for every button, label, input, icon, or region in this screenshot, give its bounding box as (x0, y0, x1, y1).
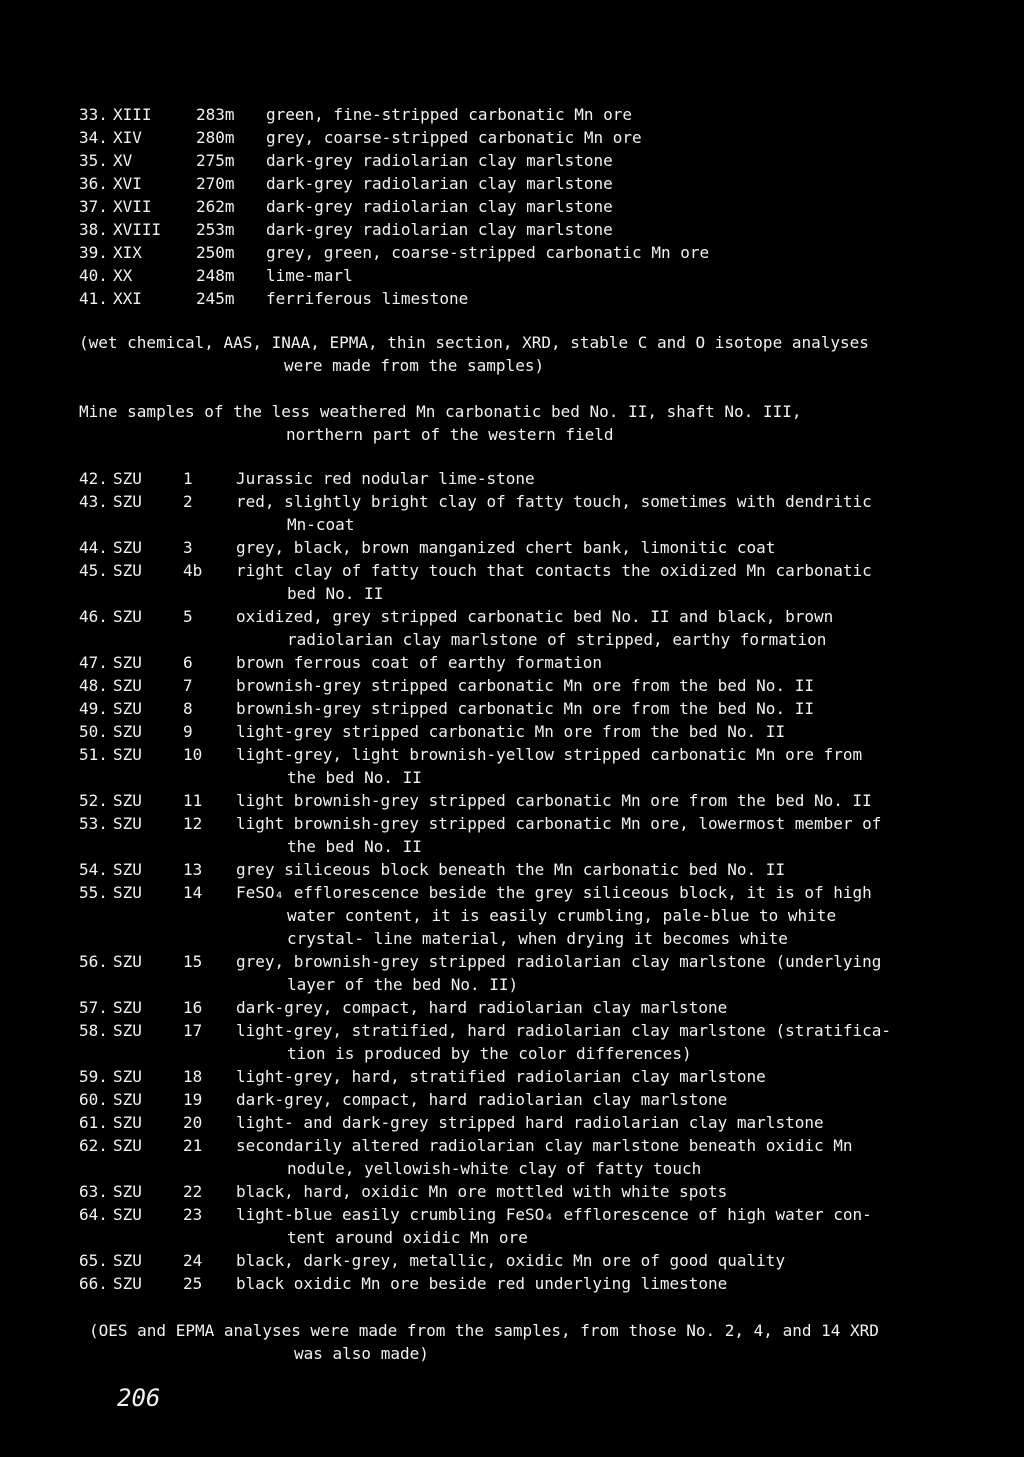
entry-description: FeSO₄ efflorescence beside the grey siliceous block, it is of high (236, 883, 872, 902)
entry-code: SZU (113, 860, 142, 879)
sample-id: 14 (183, 883, 203, 902)
entry-depth: 283m (196, 105, 235, 124)
entry-description: light- and dark-grey stripped hard radiolarian clay marlstone (236, 1113, 824, 1132)
sample-id: 1 (183, 469, 193, 488)
entry-number: 40. (79, 266, 108, 285)
entry-code: XVI (113, 174, 142, 193)
entry-number: 54. (79, 860, 108, 879)
entry-number: 52. (79, 791, 108, 810)
entry-depth: 275m (196, 151, 235, 170)
entry-number: 50. (79, 722, 108, 741)
entry-code: SZU (113, 998, 142, 1017)
entry-number: 47. (79, 653, 108, 672)
entry-code: SZU (113, 469, 142, 488)
entry-description: lime-marl (266, 266, 353, 285)
sample-id: 25 (183, 1274, 203, 1293)
entry-code: SZU (113, 1182, 142, 1201)
sample-id: 10 (183, 745, 203, 764)
entry-description: light brownish-grey stripped carbonatic Mn ore from the bed No. II (236, 791, 872, 810)
entry-number: 48. (79, 676, 108, 695)
entry-number: 65. (79, 1251, 108, 1270)
entry-code: SZU (113, 1021, 142, 1040)
entry-description: ferriferous limestone (266, 289, 469, 308)
sample-id: 7 (183, 676, 193, 695)
sample-id: 9 (183, 722, 193, 741)
entry-description: grey siliceous block beneath the Mn carbonatic bed No. II (236, 860, 786, 879)
sample-id: 17 (183, 1021, 203, 1040)
entry-description-continuation: the bed No. II (287, 768, 422, 787)
entry-description: light-grey, hard, stratified radiolarian clay marlstone (236, 1067, 766, 1086)
entry-description-continuation: radiolarian clay marlstone of stripped, earthy formation (287, 630, 827, 649)
sample-id: 22 (183, 1182, 203, 1201)
sample-id: 11 (183, 791, 203, 810)
entry-depth: 250m (196, 243, 235, 262)
entry-number: 44. (79, 538, 108, 557)
entry-depth: 245m (196, 289, 235, 308)
entry-number: 35. (79, 151, 108, 170)
entry-number: 43. (79, 492, 108, 511)
entry-code: SZU (113, 676, 142, 695)
entry-code: XXI (113, 289, 142, 308)
entry-number: 63. (79, 1182, 108, 1201)
entry-depth: 280m (196, 128, 235, 147)
analysis-note-2-line-1: (OES and EPMA analyses were made from the samples, from those No. 2, 4, and 14 XRD (89, 1321, 879, 1340)
sample-id: 19 (183, 1090, 203, 1109)
entry-description-continuation: nodule, yellowish-white clay of fatty touch (287, 1159, 702, 1178)
analysis-note-1-line-2: were made from the samples) (284, 356, 545, 375)
entry-number: 53. (79, 814, 108, 833)
entry-code: SZU (113, 883, 142, 902)
entry-description-continuation: bed No. II (287, 584, 384, 603)
entry-depth: 262m (196, 197, 235, 216)
entry-code: SZU (113, 653, 142, 672)
entry-description-continuation: water content, it is easily crumbling, pale-blue to white (287, 906, 837, 925)
entry-code: SZU (113, 952, 142, 971)
entry-code: SZU (113, 1113, 142, 1132)
entry-number: 51. (79, 745, 108, 764)
entry-number: 41. (79, 289, 108, 308)
entry-number: 59. (79, 1067, 108, 1086)
entry-description: right clay of fatty touch that contacts the oxidized Mn carbonatic (236, 561, 872, 580)
entry-code: SZU (113, 699, 142, 718)
entry-description: light-grey stripped carbonatic Mn ore from the bed No. II (236, 722, 786, 741)
entry-description: dark-grey radiolarian clay marlstone (266, 197, 613, 216)
entry-description-continuation: tion is produced by the color differences) (287, 1044, 692, 1063)
entry-code: SZU (113, 814, 142, 833)
sample-id: 5 (183, 607, 193, 626)
entry-number: 61. (79, 1113, 108, 1132)
analysis-note-1-line-1: (wet chemical, AAS, INAA, EPMA, thin section, XRD, stable C and O isotope analyses (79, 333, 869, 352)
sample-id: 13 (183, 860, 203, 879)
entry-number: 46. (79, 607, 108, 626)
section-heading-line-1: Mine samples of the less weathered Mn carbonatic bed No. II, shaft No. III, (79, 402, 802, 421)
entry-description-continuation: layer of the bed No. II) (287, 975, 519, 994)
entry-code: SZU (113, 492, 142, 511)
sample-id: 21 (183, 1136, 203, 1155)
sample-id: 15 (183, 952, 203, 971)
entry-number: 49. (79, 699, 108, 718)
analysis-note-1 (79, 331, 869, 377)
entry-code: SZU (113, 538, 142, 557)
entry-description: brownish-grey stripped carbonatic Mn ore from the bed No. II (236, 676, 814, 695)
entry-code: SZU (113, 1090, 142, 1109)
entry-description: grey, green, coarse-stripped carbonatic Mn ore (266, 243, 710, 262)
analysis-note-2 (89, 1319, 879, 1365)
entry-description: light brownish-grey stripped carbonatic Mn ore, lowermost member of (236, 814, 882, 833)
entry-number: 57. (79, 998, 108, 1017)
entry-description: brown ferrous coat of earthy formation (236, 653, 603, 672)
entry-description: dark-grey radiolarian clay marlstone (266, 151, 613, 170)
entry-code: SZU (113, 561, 142, 580)
sample-id: 20 (183, 1113, 203, 1132)
sample-id: 12 (183, 814, 203, 833)
entry-depth: 248m (196, 266, 235, 285)
entry-description: black, hard, oxidic Mn ore mottled with white spots (236, 1182, 728, 1201)
sample-id: 8 (183, 699, 193, 718)
entry-number: 56. (79, 952, 108, 971)
entry-code: SZU (113, 1274, 142, 1293)
entry-description: dark-grey, compact, hard radiolarian clay marlstone (236, 1090, 728, 1109)
entry-number: 36. (79, 174, 108, 193)
entry-description: dark-grey radiolarian clay marlstone (266, 220, 613, 239)
entry-code: XIV (113, 128, 142, 147)
entry-description: black oxidic Mn ore beside red underlying limestone (236, 1274, 728, 1293)
entry-description: dark-grey, compact, hard radiolarian clay marlstone (236, 998, 728, 1017)
entry-description-continuation: tent around oxidic Mn ore (287, 1228, 528, 1247)
entry-code: SZU (113, 1067, 142, 1086)
section-heading (79, 400, 801, 446)
entry-description: light-grey, stratified, hard radiolarian clay marlstone (stratifica- (236, 1021, 892, 1040)
entry-number: 38. (79, 220, 108, 239)
analysis-note-2-line-2: was also made) (294, 1344, 429, 1363)
entry-description: grey, brownish-grey stripped radiolarian clay marlstone (underlying (236, 952, 882, 971)
entry-code: SZU (113, 1251, 142, 1270)
entry-code: SZU (113, 722, 142, 741)
section-heading-line-2: northern part of the western field (286, 425, 614, 444)
entry-number: 55. (79, 883, 108, 902)
entry-description-continuation: the bed No. II (287, 837, 422, 856)
entry-depth: 253m (196, 220, 235, 239)
sample-id: 2 (183, 492, 193, 511)
entry-code: XX (113, 266, 133, 285)
entry-number: 33. (79, 105, 108, 124)
sample-id: 3 (183, 538, 193, 557)
entry-code: XVII (113, 197, 152, 216)
entry-description-continuation: Mn-coat (287, 515, 355, 534)
entry-code: XVIII (113, 220, 162, 239)
entry-code: SZU (113, 745, 142, 764)
entry-description: light-blue easily crumbling FeSO₄ efflorescence of high water con- (236, 1205, 872, 1224)
entry-description: light-grey, light brownish-yellow stripped carbonatic Mn ore from (236, 745, 863, 764)
entry-code: SZU (113, 607, 142, 626)
sample-id: 18 (183, 1067, 203, 1086)
entry-number: 45. (79, 561, 108, 580)
entry-description: Jurassic red nodular lime-stone (236, 469, 535, 488)
entry-code: XIX (113, 243, 142, 262)
entry-code: XIII (113, 105, 152, 124)
entry-number: 66. (79, 1274, 108, 1293)
entry-number: 39. (79, 243, 108, 262)
entry-number: 42. (79, 469, 108, 488)
entry-description: grey, black, brown manganized chert bank, limonitic coat (236, 538, 776, 557)
entry-description: oxidized, grey stripped carbonatic bed No. II and black, brown (236, 607, 834, 626)
entry-number: 34. (79, 128, 108, 147)
entry-number: 60. (79, 1090, 108, 1109)
entry-code: SZU (113, 1205, 142, 1224)
entry-code: XV (113, 151, 133, 170)
entry-code: SZU (113, 791, 142, 810)
entry-description: dark-grey radiolarian clay marlstone (266, 174, 613, 193)
entry-description: green, fine-stripped carbonatic Mn ore (266, 105, 633, 124)
entry-description-continuation: crystal- line material, when drying it becomes white (287, 929, 788, 948)
sample-id: 24 (183, 1251, 203, 1270)
sample-id: 16 (183, 998, 203, 1017)
entry-description: red, slightly bright clay of fatty touch, sometimes with dendritic (236, 492, 872, 511)
entry-code: SZU (113, 1136, 142, 1155)
entry-description: black, dark-grey, metallic, oxidic Mn ore of good quality (236, 1251, 786, 1270)
sample-id: 6 (183, 653, 193, 672)
entry-description: grey, coarse-stripped carbonatic Mn ore (266, 128, 642, 147)
entry-number: 62. (79, 1136, 108, 1155)
entry-depth: 270m (196, 174, 235, 193)
entry-number: 37. (79, 197, 108, 216)
page-number: 206 (117, 1384, 161, 1412)
entry-description: secondarily altered radiolarian clay marlstone beneath oxidic Mn (236, 1136, 853, 1155)
sample-id: 4b (183, 561, 203, 580)
entry-number: 58. (79, 1021, 108, 1040)
sample-id: 23 (183, 1205, 203, 1224)
entry-number: 64. (79, 1205, 108, 1224)
entry-description: brownish-grey stripped carbonatic Mn ore from the bed No. II (236, 699, 814, 718)
